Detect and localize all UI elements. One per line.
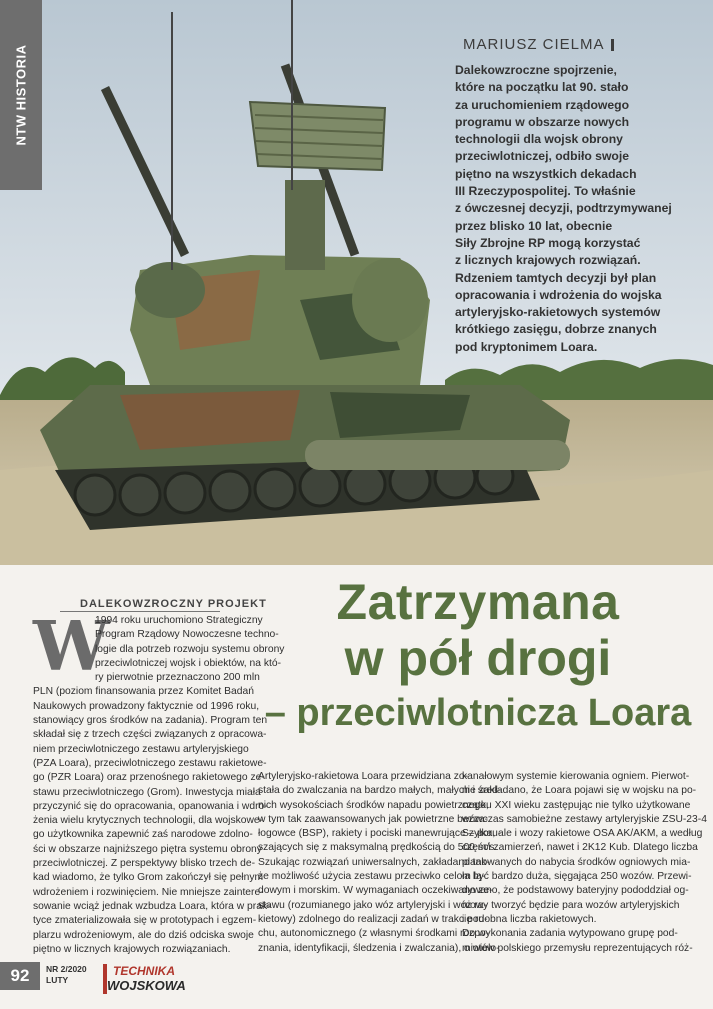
- body-line: części zamierzeń, nawet i 2K12 Kub. Dlatego liczba: [462, 842, 698, 854]
- body-line: niowy tworzyć będzie para wozów artyleryjskich: [462, 899, 680, 911]
- body-line: go (PZR Loara) oraz przenośnego rakietowego ze-: [33, 772, 265, 784]
- body-line: niem przeciwlotniczego zestawu artyleryjskiego: [33, 743, 249, 755]
- body-line: Szukając rozwiązań uniwersalnych, zakładano tak-: [258, 856, 490, 868]
- lead-line: pod kryptonimem Loara.: [455, 339, 598, 354]
- lead-line: Rdzeniem tamtych decyzji był plan: [455, 270, 657, 285]
- body-line: czątku XXI wieku zastępując nie tylko użytkowane: [462, 799, 691, 811]
- lead-line: z ówczesnej decyzji, podtrzymywanej: [455, 201, 672, 216]
- body-line: sowanie wciąż jednak wzbudza Loara, która w prak-: [33, 900, 271, 912]
- body-line: ści w obszarze najniższego piętra systemu obrony: [33, 843, 262, 855]
- body-line: składał się z trzech części związanych z opracowa-: [33, 729, 267, 741]
- body-line: żenia wielu krytycznych technologii, dla wojskowe-: [33, 815, 264, 827]
- body-line: stawu (rozumianego jako wóz artyleryjski i wóz ra-: [258, 899, 487, 911]
- author-mark: [611, 39, 614, 51]
- lead-line: przez blisko 10 lat, obecnie: [455, 218, 613, 233]
- lead-line: technologii dla wojsk obrony: [455, 132, 623, 147]
- title-line-2: w pół drogi: [344, 630, 612, 686]
- lead-line: krótkiego zasięgu, dobrze znanych: [455, 322, 657, 337]
- section-kicker: DALEKOWZROCZNY PROJEKT: [80, 598, 267, 610]
- body-line: Naukowych prowadzony faktycznie od 1996 roku,: [33, 700, 260, 712]
- lead-line: Siły Zbrojne RP mogą korzystać: [455, 235, 641, 250]
- section-label: NTW HISTORIA: [13, 44, 29, 146]
- body-line: logie dla potrzeb rozwoju systemu obrony: [95, 643, 285, 655]
- lead-line: za uruchomieniem rządowego: [455, 97, 630, 112]
- body-line: piętno w licznych krajowych rozwiązaniach.: [33, 943, 231, 955]
- title-line-1: Zatrzymana: [336, 574, 620, 630]
- body-line: miotów polskiego przemysłu reprezentujących róż-: [462, 942, 693, 954]
- body-line: PLN (poziom finansowania przez Komitet Badań: [33, 686, 254, 698]
- issue-info: [46, 964, 87, 986]
- issue-number: NR 2/2020: [46, 964, 87, 974]
- body-line: Do wykonania zadania wytypowano grupę pod-: [462, 928, 678, 940]
- body-line: szających się z maksymalną prędkością do 500 m/s.: [258, 842, 498, 854]
- body-line: stała do zwalczania na bardzo małych, małych i śred-: [258, 785, 502, 797]
- lead-line: które na początku lat 90. stało: [455, 80, 629, 95]
- section-tab: [0, 0, 42, 190]
- lead-line: z licznych krajowych rozwiązań.: [455, 253, 641, 268]
- body-line: Program Rządowy Nowoczesne techno-: [95, 629, 279, 641]
- lead-paragraph: [455, 62, 705, 356]
- body-line: i podobna liczba rakietowych.: [462, 913, 597, 925]
- body-line: w tym tak zaawansowanych jak powietrzne bezza-: [258, 813, 489, 825]
- body-line: łogowce (BSP), rakiety i pociski manewrujące – poru-: [258, 828, 502, 840]
- body-line: kad wiadomo, że tylko Grom zakończył się pełnym: [33, 872, 264, 884]
- body-line: 1994 roku uruchomiono Strategiczny: [95, 615, 263, 626]
- body-line: tyce zmaterializowała się w prototypach i egzem-: [33, 915, 257, 927]
- body-line: stawu przeciwlotniczego (Grom). Inwestycja miała: [33, 786, 261, 798]
- title-line-3: – przeciwlotnicza Loara: [264, 692, 692, 734]
- lead-line: opracowania i wdrożenia do wojska: [455, 287, 662, 302]
- body-line: nich wysokościach środków napadu powietrznego,: [258, 799, 489, 811]
- lead-line: III Rzeczypospolitej. To właśnie: [455, 184, 636, 199]
- body-line: dywano, że podstawowy bateryjny pododdział og-: [462, 885, 689, 897]
- issue-month: LUTY: [46, 975, 69, 985]
- body-line: plarzu wdrożeniowym, ale do dziś odciska swoje: [33, 929, 254, 941]
- body-line: przyczynić się do opracowania, opanowania i wdro-: [33, 800, 268, 812]
- body-line: Szyłka, ale i wozy rakietowe OSA AK/AKM, a według: [462, 828, 703, 840]
- body-line: ry pierwotnie przeznaczono 200 mln: [95, 672, 260, 684]
- magazine-logo: [103, 962, 186, 996]
- body-line: ła być bardzo duża, sięgająca 250 wozów. Przewi-: [462, 871, 692, 883]
- body-line: że możliwość użycia zestawu przeciwko celom lą-: [258, 871, 486, 883]
- author-name: MARIUSZ CIELMA: [463, 36, 605, 53]
- logo-bottom: WOJSKOWA: [107, 978, 186, 993]
- body-line: stanowiący gros środków na zadania). Program ten: [33, 715, 268, 727]
- body-line: (PZA Loara), przeciwlotniczego zestawu rakietowe-: [33, 757, 267, 769]
- lead-line: programu w obszarze nowych: [455, 114, 630, 129]
- body-line: wówczas samobieżne zestawy artyleryjskie ZSU-23-4: [462, 813, 707, 825]
- body-line: chu, autonomicznego (z własnymi środkami rozpo-: [258, 928, 490, 940]
- body-line: dowym i morskim. W wymaganiach oczekiwano ze-: [258, 885, 493, 897]
- body-line: znania, identyfikacji, śledzenia i zwalczania), o wielo-: [258, 942, 500, 954]
- lead-line: piętno na wszystkich dekadach: [455, 166, 637, 181]
- lead-line: artyleryjsko-rakietowych systemów: [455, 305, 661, 320]
- body-line: wdrożeniem i rozwinięciem. Nie mniejsze zaintere-: [33, 886, 264, 898]
- author-byline: [463, 36, 614, 53]
- lead-line: przeciwlotniczej, odbiło swoje: [455, 149, 630, 164]
- body-line: przeciwlotniczej. Z perspektywy blisko trzech de-: [33, 858, 256, 870]
- body-column-2: [258, 770, 502, 956]
- body-line: kanałowym systemie kierowania ogniem. Pierwot-: [462, 771, 690, 782]
- body-line: go użytkownika zapewnić zaś narodowe zdolno-: [33, 829, 253, 841]
- body-column-3: [462, 770, 707, 956]
- logo-top: TECHNIKA: [113, 964, 175, 978]
- article-title: [248, 575, 708, 735]
- body-line: planowanych do nabycia środków ogniowych mia-: [462, 856, 691, 868]
- body-line: kietowy) zdolnego do realizacji zadań w trakcie ru-: [258, 913, 488, 925]
- body-line: nie zakładano, że Loara pojawi się w wojsku na po-: [462, 785, 697, 797]
- body-column-1: [33, 607, 285, 957]
- lead-line: Dalekowzroczne spojrzenie,: [455, 63, 617, 77]
- drop-cap: W: [33, 607, 110, 687]
- page-number: 92: [0, 962, 40, 990]
- body-line: przeciwlotniczej wojsk i obiektów, na któ-: [95, 657, 281, 669]
- body-line: Artyleryjsko-rakietowa Loara przewidziana zo-: [258, 771, 469, 782]
